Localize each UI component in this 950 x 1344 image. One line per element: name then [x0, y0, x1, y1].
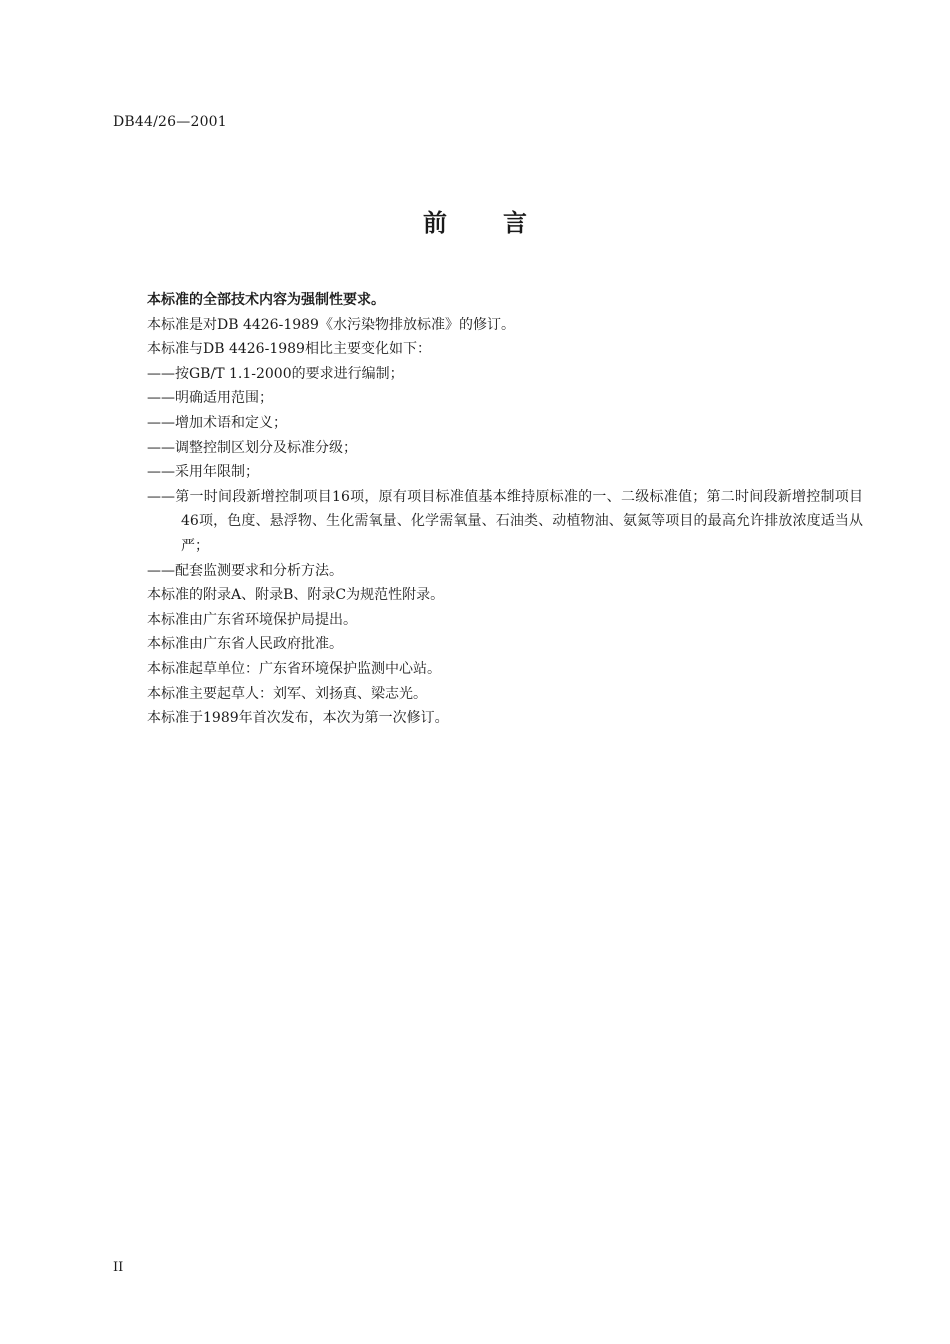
drafters: 本标准主要起草人：刘军、刘扬真、梁志光。 — [147, 685, 427, 702]
change-item: ——明确适用范围； — [147, 390, 273, 407]
proposed-by: 本标准由广东省环境保护局提出。 — [147, 611, 357, 628]
mandatory-statement: 本标准的全部技术内容为强制性要求。 — [147, 292, 385, 308]
changes-intro: 本标准与DB 4426-1989相比主要变化如下： — [147, 341, 431, 358]
change-item: ——按GB/T 1.1-2000的要求进行编制； — [147, 365, 404, 382]
revision-statement: 本标准是对DB 4426-1989《水污染物排放标准》的修订。 — [147, 316, 515, 333]
change-item: ——配套监测要求和分析方法。 — [147, 562, 343, 579]
page-title — [0, 203, 950, 238]
change-item: ——增加术语和定义； — [147, 414, 287, 431]
appendix-statement: 本标准的附录A、附录B、附录C为规范性附录。 — [147, 587, 445, 604]
title-char-2: 言 — [503, 209, 527, 237]
document-code: DB44/26—2001 — [113, 114, 227, 130]
page-number: II — [113, 1260, 124, 1275]
approved-by: 本标准由广东省人民政府批准。 — [147, 636, 343, 653]
change-item: ——调整控制区划分及标准分级； — [147, 439, 357, 456]
change-item: ——第一时间段新增控制项目16项，原有项目标准值基本维持原标准的一、二级标准值；第二时间段新增控制项目46项，色度、悬浮物、生化需氧量、化学需氧量、石油类、动植物油、氨氮等项目的最高允许排放浓度适当从严； — [147, 488, 863, 554]
preface-body — [147, 288, 863, 731]
drafting-unit: 本标准起草单位：广东省环境保护监测中心站。 — [147, 660, 441, 677]
publication-history: 本标准于1989年首次发布，本次为第一次修订。 — [147, 710, 449, 727]
change-item: ——采用年限制； — [147, 464, 259, 481]
title-char-1: 前 — [423, 209, 447, 237]
